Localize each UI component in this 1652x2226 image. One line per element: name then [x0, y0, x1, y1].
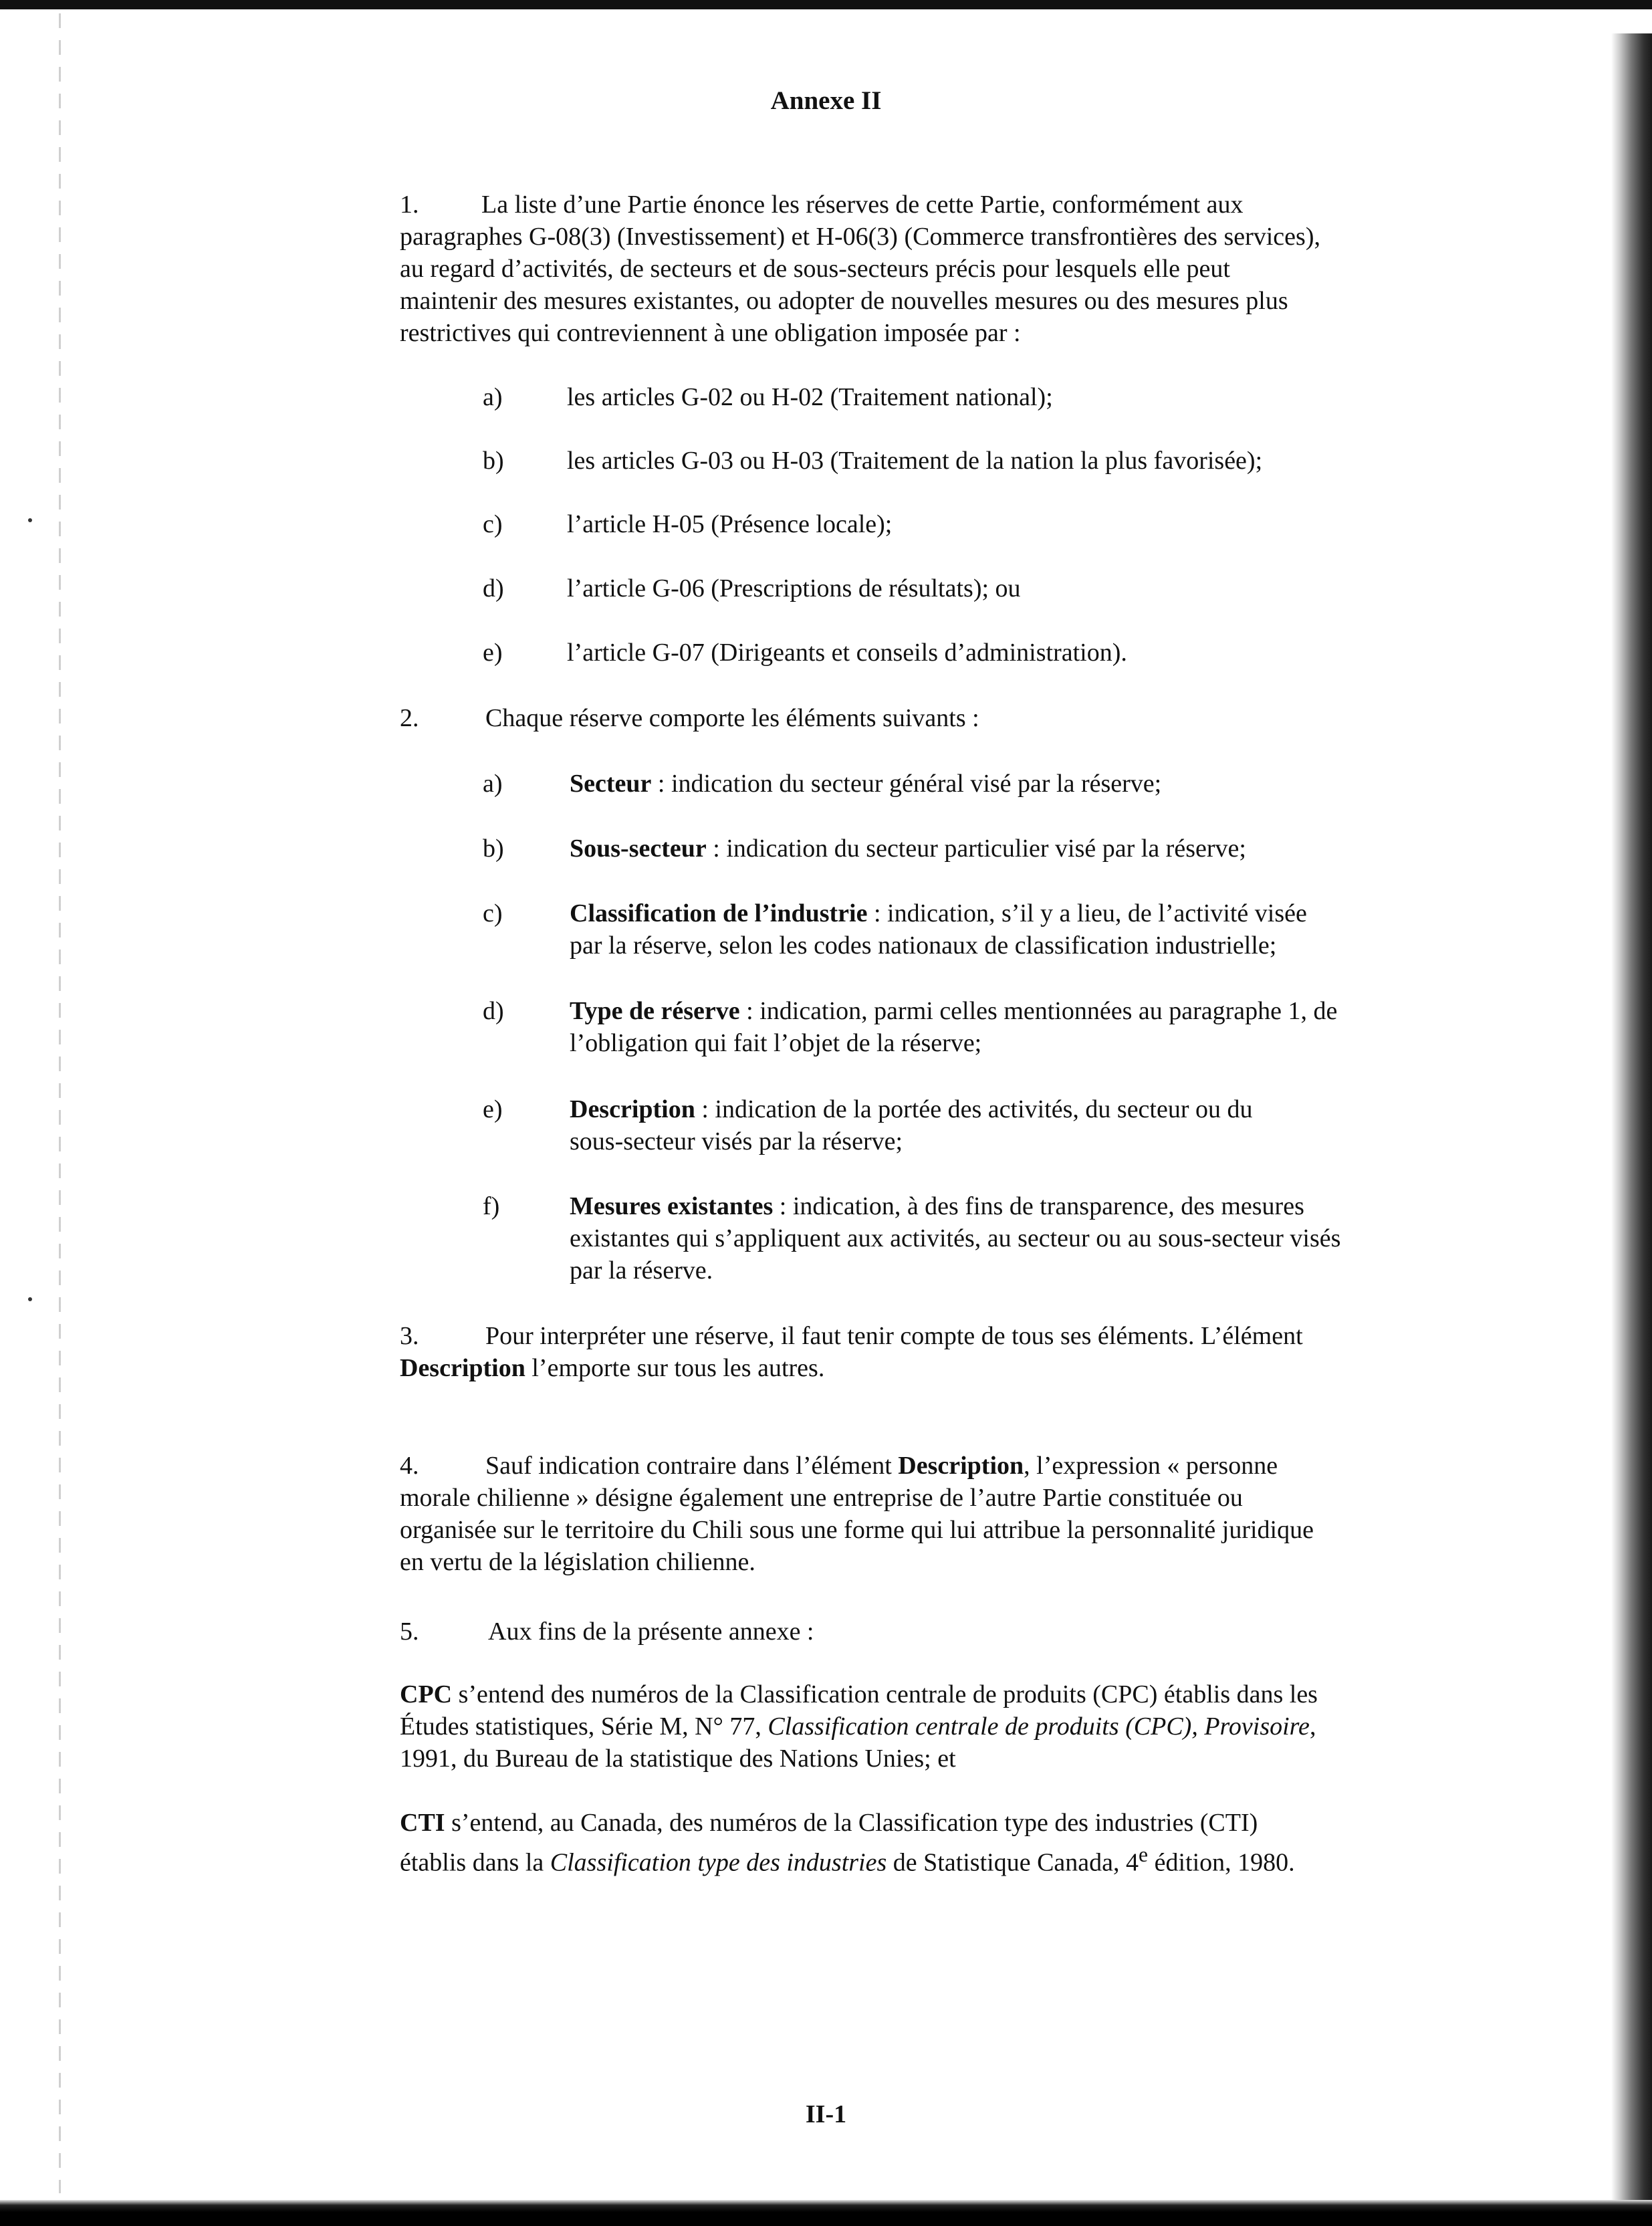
paragraph-1-line: au regard d’activités, de secteurs et de sous-secteurs précis pour lesquels elle peut [400, 255, 1230, 283]
paragraph-3-line: Description l’emporte sur tous les autres. [400, 1354, 825, 1382]
definition-cti-line: CTI s’entend, au Canada, des numéros de la Classification type des industries (CTI) [400, 1809, 1258, 1837]
scan-border-top [0, 0, 1652, 9]
list-item-label: d) [483, 997, 504, 1025]
element-term: Description [400, 1354, 525, 1382]
element-term: Type de réserve [570, 997, 740, 1025]
list-item-label: a) [483, 383, 503, 411]
paragraph-2-intro: Chaque réserve comporte les éléments suivants : [485, 704, 979, 732]
defined-term: CTI [400, 1809, 445, 1837]
list-item-label: f) [483, 1192, 500, 1220]
list-item-label: b) [483, 834, 504, 863]
publication-title: Classification type des industries [550, 1848, 887, 1877]
paragraph-1-line: paragraphes G-08(3) (Investissement) et H-06(3) (Commerce transfrontières des services), [400, 223, 1320, 251]
list-item-text: Secteur : indication du secteur général visé par la réserve; [570, 770, 1162, 798]
list-item-text: par la réserve. [570, 1256, 713, 1285]
list-item-text: Mesures existantes : indication, à des fins de transparence, des mesures [570, 1192, 1304, 1220]
list-item-label: e) [483, 639, 503, 667]
list-item-text: les articles G-02 ou H-02 (Traitement national); [567, 383, 1053, 411]
scan-border-bottom [0, 2200, 1652, 2226]
paragraph-3-line: Pour interpréter une réserve, il faut tenir compte de tous ses éléments. L’élément [485, 1322, 1303, 1350]
definition-cpc-line: CPC s’entend des numéros de la Classification centrale de produits (CPC) établis dans les [400, 1680, 1318, 1708]
list-item-text: existantes qui s’appliquent aux activités, au secteur ou au sous-secteur visés [570, 1224, 1341, 1252]
list-item-text: Classification de l’industrie : indication, s’il y a lieu, de l’activité visée [570, 899, 1307, 927]
element-term: Description [570, 1095, 695, 1123]
paragraph-5-intro: Aux fins de la présente annexe : [488, 1618, 814, 1646]
defined-term: CPC [400, 1680, 453, 1708]
paragraph-1-line: La liste d’une Partie énonce les réserves de cette Partie, conformément aux [481, 191, 1244, 219]
element-term: Description [898, 1452, 1024, 1480]
list-item-text: l’article H-05 (Présence locale); [567, 510, 893, 538]
element-term: Mesures existantes [570, 1192, 774, 1220]
scan-speck [28, 518, 32, 522]
list-item-label: d) [483, 574, 504, 602]
list-item-label: a) [483, 770, 503, 798]
list-item-text: Description : indication de la portée des activités, du secteur ou du [570, 1095, 1253, 1123]
paragraph-4-line: Sauf indication contraire dans l’élément Description, l’expression « personne [485, 1452, 1278, 1480]
paragraph-2-number: 2. [400, 704, 419, 732]
list-item-text: Sous-secteur : indication du secteur particulier visé par la réserve; [570, 834, 1246, 863]
list-item-label: c) [483, 899, 503, 927]
element-term: Sous-secteur [570, 834, 707, 863]
definition-cpc-line: 1991, du Bureau de la statistique des Nations Unies; et [400, 1745, 956, 1773]
paragraph-4-line: morale chilienne » désigne également une entreprise de l’autre Partie constituée ou [400, 1484, 1243, 1512]
paragraph-1-line: maintenir des mesures existantes, ou adopter de nouvelles mesures ou des mesures plus [400, 287, 1288, 315]
page-number: II-1 [805, 2100, 847, 2128]
scan-shadow-right [1611, 33, 1652, 2207]
paragraph-1-number: 1. [400, 191, 419, 219]
list-item-label: b) [483, 447, 504, 475]
paragraph-5-number: 5. [400, 1618, 419, 1646]
paragraph-1-line: restrictives qui contreviennent à une obligation imposée par : [400, 319, 1021, 347]
scan-speck [28, 1297, 32, 1301]
element-term: Secteur [570, 770, 652, 798]
page-title: Annexe II [770, 86, 882, 115]
list-item-text: par la réserve, selon les codes nationaux de classification industrielle; [570, 931, 1277, 960]
definition-cti-line: établis dans la Classification type des industries de Statistique Canada, 4e édition, 1980. [400, 1843, 1295, 1877]
paragraph-4-line: organisée sur le territoire du Chili sous une forme qui lui attribue la personnalité juridique [400, 1516, 1314, 1544]
publication-title: Classification centrale de produits (CPC), Provisoire [768, 1712, 1310, 1741]
paragraph-4-line: en vertu de la législation chilienne. [400, 1548, 755, 1576]
list-item-text: l’article G-07 (Dirigeants et conseils d’administration). [567, 639, 1127, 667]
paragraph-3-number: 3. [400, 1322, 419, 1350]
list-item-text: sous-secteur visés par la réserve; [570, 1127, 903, 1155]
list-item-text: l’article G-06 (Prescriptions de résultats); ou [567, 574, 1021, 602]
list-item-text: les articles G-03 ou H-03 (Traitement de la nation la plus favorisée); [567, 447, 1263, 475]
list-item-text: l’obligation qui fait l’objet de la réserve; [570, 1029, 982, 1057]
scan-edge-left [59, 13, 61, 2193]
definition-cpc-line: Études statistiques, Série M, N° 77, Classification centrale de produits (CPC), Provisoire, [400, 1712, 1316, 1741]
list-item-label: c) [483, 510, 503, 538]
list-item-label: e) [483, 1095, 503, 1123]
paragraph-4-number: 4. [400, 1452, 419, 1480]
element-term: Classification de l’industrie [570, 899, 868, 927]
list-item-text: Type de réserve : indication, parmi celles mentionnées au paragraphe 1, de [570, 997, 1338, 1025]
